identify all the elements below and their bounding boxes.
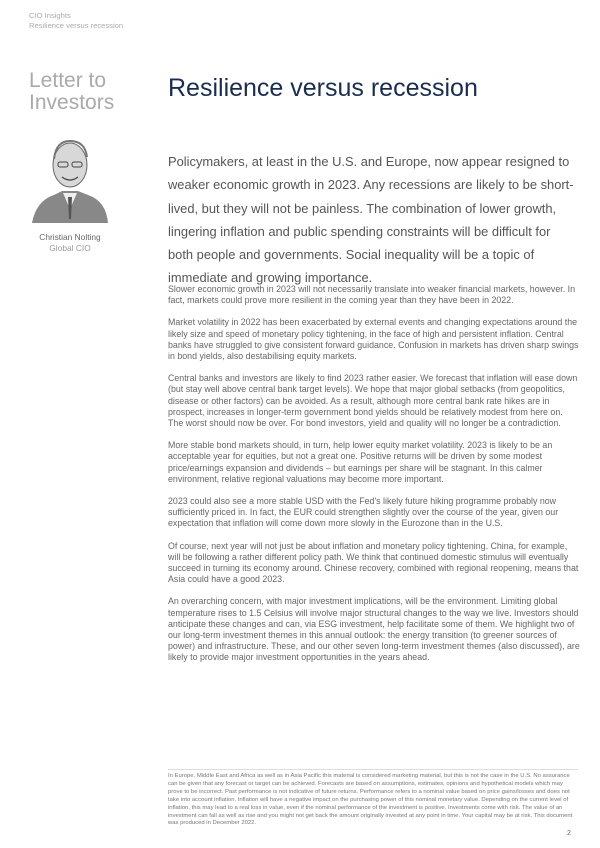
header-title: Resilience versus recession: [29, 21, 124, 30]
footer-divider: [168, 769, 578, 770]
body-paragraph: An overarching concern, with major investment implications, will be the environment. Limiting global temperature rises to 1.5 Celsius will involve major structural changes to the way we live. Investors should anticipate these changes and can, via ESG investment, help facilitate some of them. We highlight two of our long-term investment themes in this annual outlook: the energy transition (to greener sources of power) and infrastructure. These, and our other seven long-term investment themes (also discussed), are likely to provide major investment opportunities in the years ahead.: [168, 596, 580, 663]
disclaimer: In Europe, Middle East and Africa as well as in Asia Pacific this material is considered marketing material, but this is not the case in the U.S. No assurance can be given that any forecast or target can be achieved. Forecasts are based on assumptions, estimates, opinions and hypothetical models which may prove to be incorrect. Past performance is not indicative of future returns. Performance refers to a nominal value based on price gains/losses and does not take into account inflation. Inflation will have a negative impact on the purchasing power of this nominal monetary value. Depending on the current level of inflation, this may lead to a real loss in value, even if the nominal performance of the investment is positive. Investments come with risk. The value of an investment can fall as well as rise and you might not get back the amount originally invested at any point in time. Your capital may be at risk. This document was produced in December 2022.: [168, 773, 573, 827]
article-body: [168, 284, 580, 675]
sidebar-title: [29, 70, 114, 114]
body-paragraph: Of course, next year will not just be about inflation and monetary policy tightening. China, for example, will be following a rather different policy path. We think that continued domestic stimulus will eventually succeed in turning its economy around. Chinese recovery, combined with regional reopening, means that Asia could have a good 2023.: [168, 540, 579, 585]
body-paragraph: 2023 could also see a more stable USD with the Fed's likely future hiking programme probably now sufficiently priced in. In fact, the EUR could strengthen slightly over the course of the year, given our expectation that inflation will come down more slowly in the Eurozone than in the U.S.: [168, 496, 559, 529]
running-header: [29, 11, 123, 31]
author-role: Global CIO: [49, 243, 91, 253]
body-paragraph: Central banks and investors are likely to find 2023 rather easier. We forecast that inflation will ease down (but stay well above central bank target levels). We hope that major global setbacks (from geopolitics, disease or other factors) can be avoided. As a result, although more central bank rate hikes are in prospect, increases in longer-term government bond yields should be relatively modest from here on. The worst should now be over. For bond investors, yield and quality will no longer be a contradiction.: [168, 373, 578, 429]
body-paragraph: Market volatility in 2022 has been exacerbated by external events and changing expectations around the likely size and speed of monetary policy tightening, in the face of high and persistent inflation. Central banks have struggled to give consistent forward guidance. Confusion in markets has driven sharp swings in bond yields, also destabilising equity markets.: [168, 317, 579, 362]
header-section: CIO Insights: [29, 11, 71, 20]
body-paragraph: More stable bond markets should, in turn, help lower equity market volatility. 2023 is likely to be an acceptable year for equities, but not a great one. Positive returns will be driven by some modest price/earnings expansion and dividends – but earnings per share will be stagnant. In this calmer environment, relative regional valuations may become more important.: [168, 440, 553, 484]
page-title: Resilience versus recession: [168, 74, 478, 102]
lead-paragraph: Policymakers, at least in the U.S. and Europe, now appear resigned to weaker economic growth in 2023. Any recessions are likely to be short-lived, but they will not be painless. The combination of lower growth, lingering inflation and public spending constraints will be difficult for both people and governments. Social inequality will be a topic of immediate and growing importance.: [168, 154, 574, 286]
author-name: Christian Nolting: [39, 232, 101, 242]
page-number: 2: [567, 830, 571, 837]
body-paragraph: Slower economic growth in 2023 will not necessarily translate into weaker financial markets, however. In fact, markets could prove more resilient in the coming year than they have been in 2022.: [168, 284, 576, 306]
sidebar-title-line1: Letter to: [29, 69, 107, 92]
sidebar-title-line2: Investors: [29, 91, 115, 114]
author-portrait: [30, 133, 110, 223]
